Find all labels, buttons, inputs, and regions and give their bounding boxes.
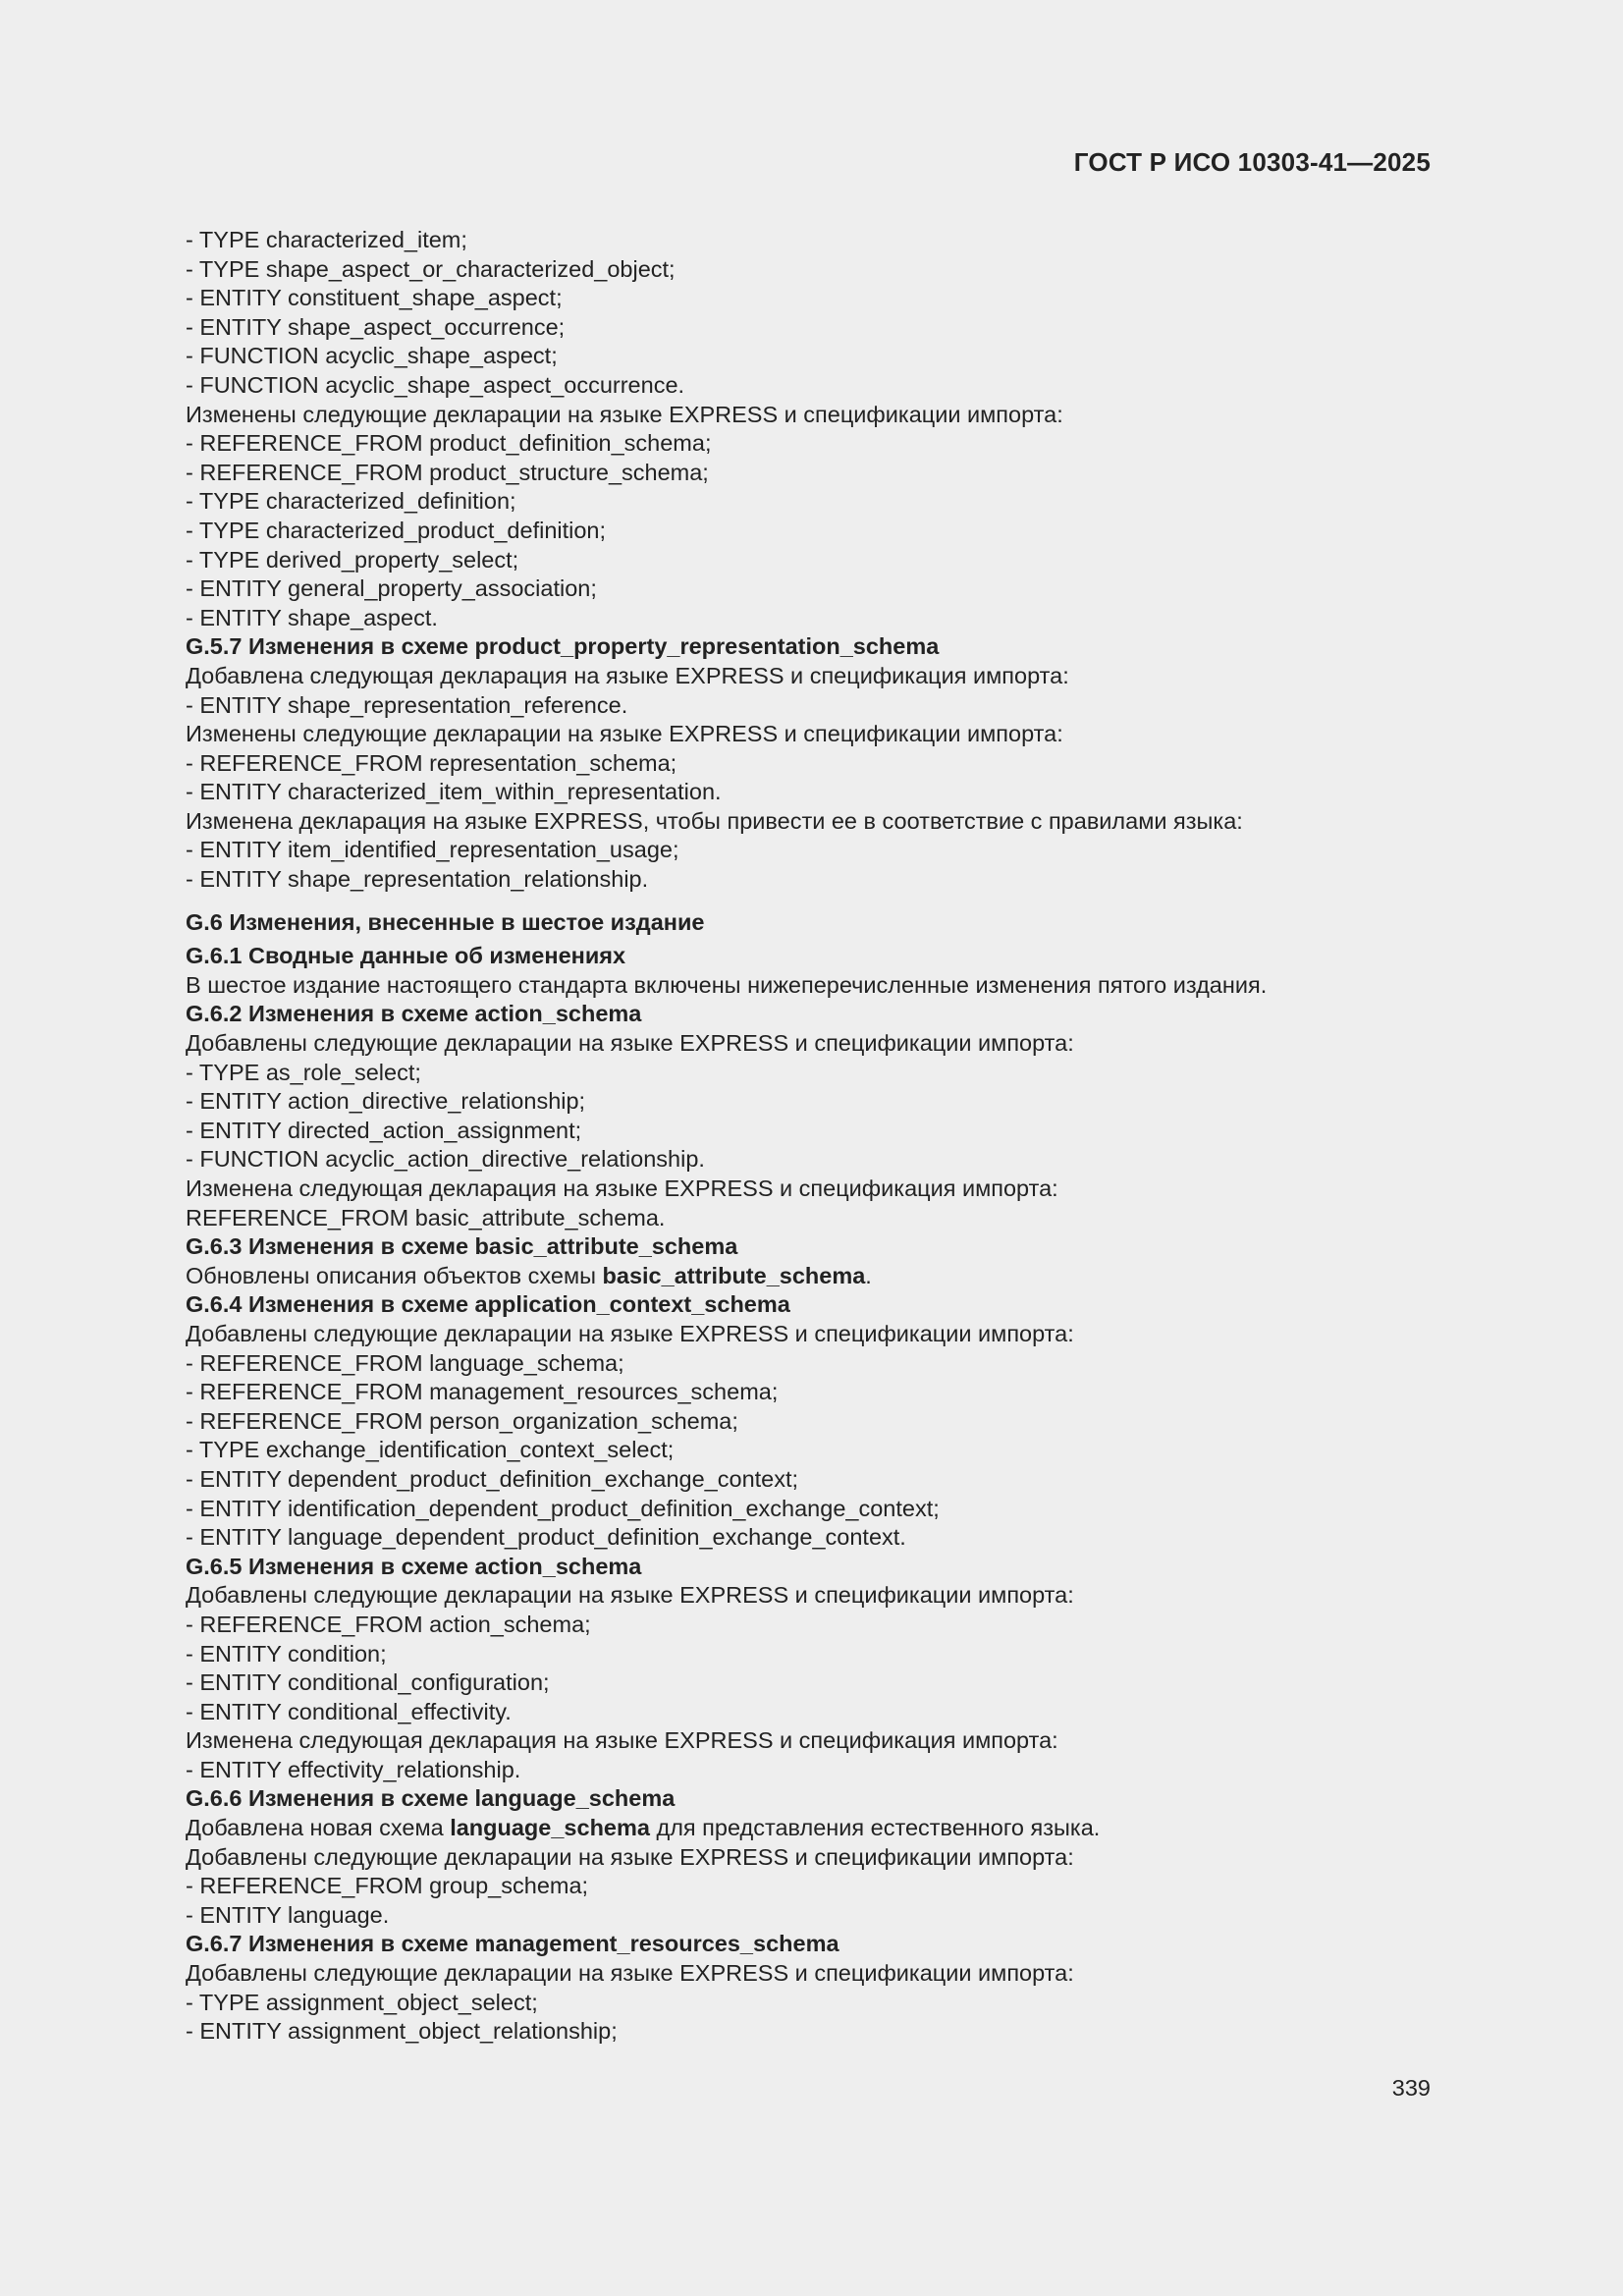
- line-text: - TYPE characterized_definition;: [186, 488, 516, 515]
- line-text: - ENTITY shape_aspect.: [186, 604, 438, 630]
- line-text: - ENTITY shape_aspect_occurrence;: [186, 313, 566, 340]
- text-line: [186, 1901, 1442, 1931]
- text-line: [186, 255, 1442, 285]
- line-text: - ENTITY general_property_association;: [186, 575, 597, 602]
- line-text: - ENTITY effectivity_relationship.: [186, 1756, 521, 1782]
- line-text: G.6.3 Изменения в схеме basic_attribute_schema: [186, 1233, 738, 1260]
- line-text: - ENTITY shape_representation_relationship.: [186, 866, 649, 893]
- text-line: [186, 1872, 1442, 1901]
- text-line: [186, 517, 1442, 546]
- line-text: - ENTITY shape_representation_reference.: [186, 691, 628, 718]
- line-text: - REFERENCE_FROM language_schema;: [186, 1349, 624, 1376]
- line-text: - ENTITY language_dependent_product_definition_exchange_context.: [186, 1524, 906, 1551]
- text-line: [186, 1640, 1442, 1669]
- line-text: Изменена декларация на языке EXPRESS, чтобы привести ее в соответствие с правилами языка:: [186, 807, 1243, 834]
- line-text: - FUNCTION acyclic_shape_aspect_occurrence.: [186, 371, 685, 398]
- schema-name: language_schema: [450, 1815, 650, 1841]
- text-line: [186, 284, 1442, 313]
- line-text: - ENTITY item_identified_representation_usage;: [186, 837, 679, 863]
- line-text: - ENTITY language.: [186, 1901, 390, 1928]
- line-text: REFERENCE_FROM basic_attribute_schema.: [186, 1204, 666, 1230]
- line-text: - ENTITY directed_action_assignment;: [186, 1117, 582, 1143]
- text-line: [186, 459, 1442, 488]
- text-line: [186, 429, 1442, 459]
- section-heading: [186, 632, 1442, 662]
- text-line: [186, 1204, 1442, 1233]
- text-line: [186, 1117, 1442, 1146]
- line-text: Добавлены следующие декларации на языке EXPRESS и спецификации импорта:: [186, 1030, 1074, 1057]
- line-text: - TYPE characterized_product_definition;: [186, 517, 607, 543]
- text-line: [186, 1581, 1442, 1611]
- text-line: [186, 574, 1442, 604]
- line-text: - TYPE derived_property_select;: [186, 546, 519, 573]
- line-text: - REFERENCE_FROM action_schema;: [186, 1611, 591, 1637]
- section-heading: [186, 1784, 1442, 1814]
- section-heading: [186, 1000, 1442, 1029]
- text-line: [186, 1959, 1442, 1989]
- text-line: [186, 1175, 1442, 1204]
- text-line: [186, 1059, 1442, 1088]
- section-heading: [186, 1232, 1442, 1262]
- text-line: [186, 807, 1442, 837]
- text-line: [186, 1726, 1442, 1756]
- line-text: - FUNCTION acyclic_action_directive_relationship.: [186, 1146, 705, 1173]
- section-heading: [186, 1290, 1442, 1320]
- line-text: - REFERENCE_FROM representation_schema;: [186, 749, 677, 776]
- page-number: 339: [1391, 2075, 1431, 2101]
- line-text: - TYPE assignment_object_select;: [186, 1989, 538, 2015]
- line-text: - ENTITY assignment_object_relationship;: [186, 2018, 618, 2045]
- text-line: [186, 226, 1442, 255]
- text-line: [186, 691, 1442, 721]
- line-text: Добавлена следующая декларация на языке EXPRESS и спецификация импорта:: [186, 662, 1069, 688]
- line-text: G.6.2 Изменения в схеме action_schema: [186, 1001, 642, 1027]
- text-line: [186, 342, 1442, 371]
- text-line: [186, 546, 1442, 575]
- document-header: ГОСТ Р ИСО 10303-41—2025: [1073, 147, 1431, 177]
- line-text: - ENTITY conditional_effectivity.: [186, 1698, 512, 1724]
- line-text: - TYPE shape_aspect_or_characterized_object;: [186, 255, 676, 282]
- text-line: [186, 778, 1442, 807]
- line-text: - ENTITY characterized_item_within_representation.: [186, 779, 722, 805]
- line-text: Изменена следующая декларация на языке EXPRESS и спецификация импорта:: [186, 1175, 1058, 1201]
- line-text: G.6.4 Изменения в схеме application_context_schema: [186, 1291, 790, 1318]
- line-text: Добавлены следующие декларации на языке EXPRESS и спецификации импорта:: [186, 1320, 1074, 1346]
- text-line: [186, 1407, 1442, 1437]
- text-line: [186, 836, 1442, 865]
- line-text: Добавлена новая схема: [186, 1815, 451, 1841]
- line-text: - TYPE exchange_identification_context_select;: [186, 1437, 675, 1463]
- section-heading: [186, 1553, 1442, 1582]
- text-line: [186, 313, 1442, 343]
- line-text-tail: .: [865, 1262, 872, 1288]
- text-line: [186, 1814, 1442, 1843]
- text-line: [186, 865, 1442, 895]
- text-line: [186, 662, 1442, 691]
- line-text: G.6.5 Изменения в схеме action_schema: [186, 1553, 642, 1579]
- line-text: - ENTITY constituent_shape_aspect;: [186, 285, 563, 311]
- line-text-tail: для представления естественного языка.: [649, 1815, 1101, 1841]
- line-text: G.5.7 Изменения в схеме product_property_representation_schema: [186, 633, 940, 660]
- line-text: Обновлены описания объектов схемы: [186, 1262, 603, 1288]
- line-text: - REFERENCE_FROM person_organization_schema;: [186, 1407, 738, 1434]
- line-text: Изменены следующие декларации на языке EXPRESS и спецификации импорта:: [186, 721, 1063, 747]
- line-text: Добавлены следующие декларации на языке EXPRESS и спецификации импорта:: [186, 1582, 1074, 1609]
- text-line: [186, 1465, 1442, 1495]
- text-line: [186, 487, 1442, 517]
- line-text: - ENTITY conditional_configuration;: [186, 1669, 550, 1696]
- text-line: [186, 1756, 1442, 1785]
- text-line: [186, 1523, 1442, 1553]
- text-line: [186, 604, 1442, 633]
- line-text: G.6.7 Изменения в схеме management_resources_schema: [186, 1931, 839, 1957]
- line-text: - FUNCTION acyclic_shape_aspect;: [186, 343, 558, 369]
- section-heading: [186, 942, 1442, 971]
- text-line: [186, 1495, 1442, 1524]
- text-line: [186, 1436, 1442, 1465]
- text-line: [186, 1989, 1442, 2018]
- line-text: - ENTITY identification_dependent_product_definition_exchange_context;: [186, 1495, 940, 1521]
- line-text: Добавлены следующие декларации на языке EXPRESS и спецификации импорта:: [186, 1960, 1074, 1987]
- text-line: [186, 1611, 1442, 1640]
- line-text: - ENTITY condition;: [186, 1640, 387, 1667]
- section-heading: [186, 1930, 1442, 1959]
- line-text: Добавлены следующие декларации на языке EXPRESS и спецификации импорта:: [186, 1843, 1074, 1870]
- line-text: - TYPE characterized_item;: [186, 227, 467, 252]
- text-line: [186, 1262, 1442, 1291]
- text-line: [186, 1698, 1442, 1727]
- line-text: Изменена следующая декларация на языке EXPRESS и спецификация импорта:: [186, 1727, 1058, 1754]
- text-line: [186, 1349, 1442, 1379]
- text-line: [186, 371, 1442, 401]
- text-line: [186, 1087, 1442, 1117]
- text-line: [186, 2017, 1442, 2047]
- text-line: [186, 749, 1442, 779]
- schema-name: basic_attribute_schema: [602, 1262, 866, 1288]
- text-line: [186, 1029, 1442, 1059]
- line-text: - TYPE as_role_select;: [186, 1059, 421, 1085]
- text-line: [186, 1145, 1442, 1175]
- text-line: [186, 401, 1442, 430]
- document-body: [186, 226, 1442, 2047]
- line-text: G.6.1 Сводные данные об изменениях: [186, 943, 626, 969]
- line-text: - ENTITY dependent_product_definition_exchange_context;: [186, 1465, 799, 1492]
- line-text: - REFERENCE_FROM product_definition_schema;: [186, 430, 712, 457]
- text-line: [186, 1668, 1442, 1698]
- line-text: - REFERENCE_FROM group_schema;: [186, 1873, 589, 1899]
- line-text: В шестое издание настоящего стандарта включены нижеперечисленные изменения пятого издания.: [186, 971, 1268, 998]
- line-text: - REFERENCE_FROM management_resources_schema;: [186, 1379, 779, 1405]
- text-line: [186, 1843, 1442, 1873]
- text-line: [186, 720, 1442, 749]
- section-heading: [186, 908, 1442, 938]
- line-text: - REFERENCE_FROM product_structure_schema;: [186, 459, 709, 485]
- text-line: [186, 1320, 1442, 1349]
- line-text: G.6.6 Изменения в схеме language_schema: [186, 1785, 676, 1812]
- line-text: - ENTITY action_directive_relationship;: [186, 1088, 586, 1115]
- line-text: Изменены следующие декларации на языке EXPRESS и спецификации импорта:: [186, 401, 1063, 427]
- text-line: [186, 1378, 1442, 1407]
- line-text: G.6 Изменения, внесенные в шестое издание: [186, 908, 705, 935]
- text-line: [186, 971, 1442, 1001]
